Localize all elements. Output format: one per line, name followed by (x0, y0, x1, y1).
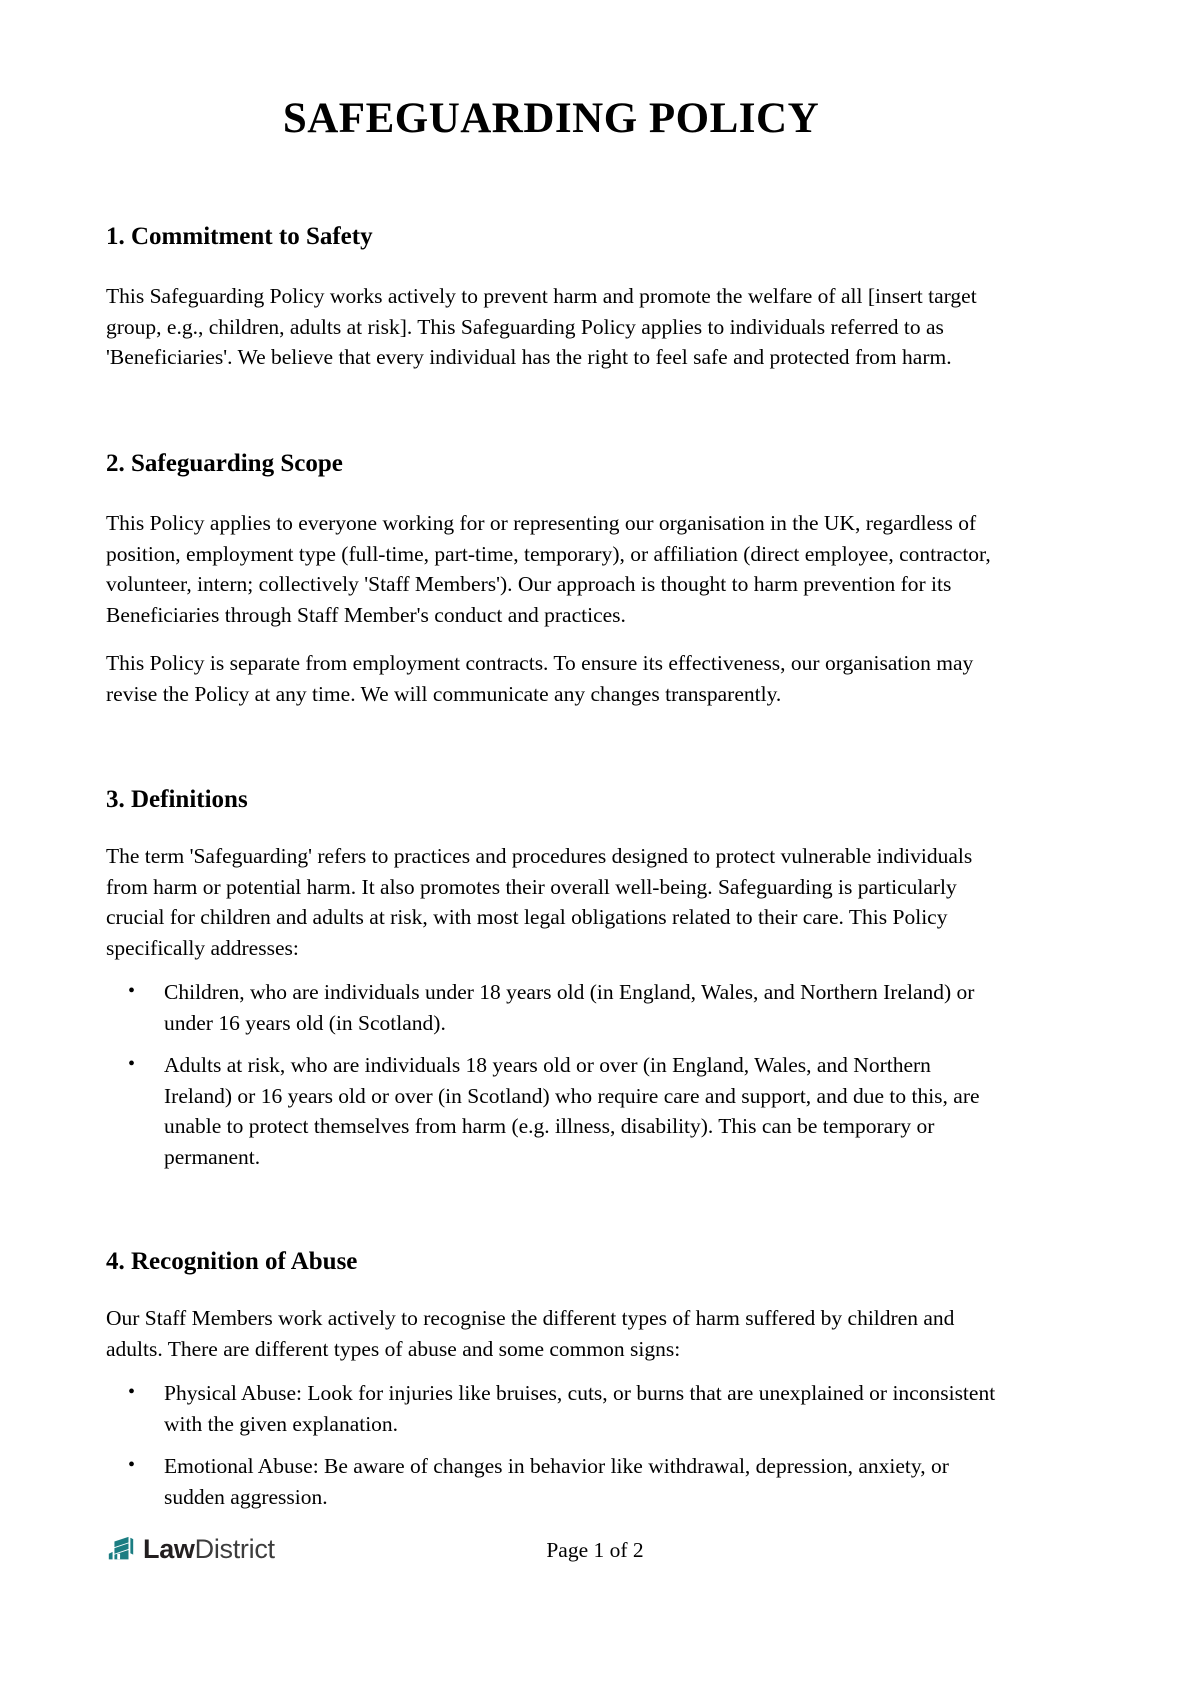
logo-text-law: Law (143, 1533, 195, 1564)
bullet-icon: • (128, 1454, 136, 1477)
list-item-text: Emotional Abuse: Be aware of changes in behavior like withdrawal, depression, anxiety, or sudden aggression. (164, 1454, 949, 1509)
section-recognition-of-abuse (106, 1247, 996, 1512)
bullet-icon: • (128, 1053, 136, 1076)
section-heading: 4. Recognition of Abuse (106, 1248, 358, 1276)
list-item (106, 977, 996, 1038)
section-paragraph: This Policy is separate from employment contracts. To ensure its effectiveness, our organisation may revise the Policy at any time. We will communicate any changes transparently. (106, 651, 974, 706)
list-item (106, 1050, 996, 1172)
section-heading: 2. Safeguarding Scope (106, 449, 343, 477)
section-paragraph: Our Staff Members work actively to recognise the different types of harm suffered by children and adults. There are different types of abuse and some common signs: (106, 1306, 955, 1361)
bullet-icon: • (128, 980, 136, 1003)
definitions-bullet-list (106, 977, 996, 1172)
list-item (106, 1378, 996, 1439)
document-content (106, 0, 996, 1512)
section-paragraph: This Policy applies to everyone working for or representing our organisation in the UK, regardless of position, employment type (full-time, part-time, temporary), or affiliation (direct employee, contractor, volunteer, intern; collectively 'Staff Members'). Our approach is thought to harm prevention for its Beneficiaries through Staff Member's conduct and practices. (106, 510, 991, 627)
list-item-text: Adults at risk, who are individuals 18 years old or over (in England, Wales, and Northern Ireland) or 16 years old or over (in Scotland) who require care and support, and due to this, are unable to protect themselves from harm (e.g. illness, disability). This can be temporary or permanent. (164, 1053, 980, 1169)
bullet-icon: • (128, 1381, 136, 1404)
page-number: Page 1 of 2 (546, 1538, 644, 1562)
logo-text-district: District (194, 1533, 275, 1564)
list-item-text: Children, who are individuals under 18 years old (in England, Wales, and Northern Ireland) or under 16 years old (in Scotland). (164, 980, 975, 1035)
section-heading: 3. Definitions (106, 786, 248, 814)
section-heading: 1. Commitment to Safety (106, 223, 373, 251)
list-item-text: Physical Abuse: Look for injuries like bruises, cuts, or burns that are unexplained or inconsistent with the given explanation. (164, 1381, 996, 1436)
section-paragraph: The term 'Safeguarding' refers to practices and procedures designed to protect vulnerable individuals from harm or potential harm. It also promotes their overall well-being. Safeguarding is particularly crucial for children and adults at risk, with most legal obligations related to their care. This Policy specifically addresses: (106, 844, 973, 960)
section-paragraph: This Safeguarding Policy works actively to prevent harm and promote the welfare of all [insert target group, e.g., children, adults at risk]. This Safeguarding Policy applies to individuals referred to as 'Beneficiaries'. We believe that every individual has the right to feel safe and protected from harm. (106, 284, 977, 370)
page-title: SAFEGUARDING POLICY (282, 95, 820, 142)
section-definitions (106, 785, 996, 1172)
page-footer (0, 1524, 1190, 1684)
abuse-types-bullet-list (106, 1378, 996, 1512)
list-item (106, 1451, 996, 1512)
section-commitment-to-safety (106, 222, 996, 373)
section-safeguarding-scope (106, 449, 996, 709)
